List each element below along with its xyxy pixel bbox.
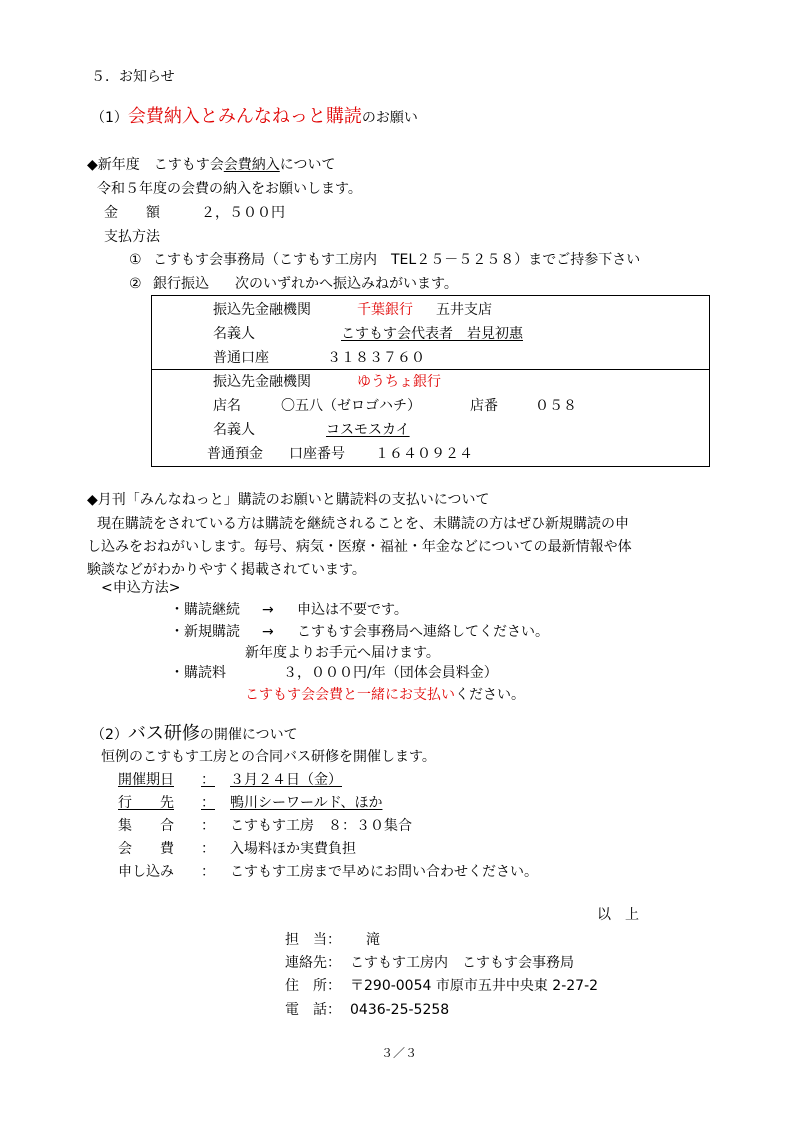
trip-row-date-label: 開催期日 — [118, 772, 174, 788]
contact-person: 滝 — [366, 932, 380, 948]
contact-address: 〒290-0054 市原市五井中央東 2-27-2 — [350, 978, 599, 994]
trip-row-date-value: ３月２４日（金） — [230, 772, 342, 788]
trip-row-meet-label: 集 合 — [118, 818, 174, 834]
bank2-store-label: 店名 — [213, 398, 241, 414]
closing-text: 以 上 — [597, 907, 639, 923]
apply-row1-arrow: → — [262, 602, 274, 618]
contact-address-label: 住 所： — [285, 978, 341, 994]
bank2-store-no-label: 店番 — [470, 398, 498, 414]
trip-row-apply-label: 申し込み — [118, 864, 174, 880]
trip-row-apply-sep: ： — [201, 864, 215, 880]
item1-heading — [91, 108, 418, 126]
bank2-inst-label: 振込先金融機関 — [213, 374, 311, 390]
trip-row-meet-value: こすもす工房 ８：３０集合 — [230, 818, 412, 834]
page-number: ３／３ — [381, 1046, 418, 1060]
apply-row2-note: 新年度よりお手元へ届けます。 — [245, 645, 440, 661]
fee-value: ２，５００円 — [201, 205, 285, 221]
item2-intro: 恒例のこすもす工房との合同バス研修を開催します。 — [101, 749, 436, 765]
section-title: ５．お知らせ — [91, 69, 175, 85]
contact-phone: 0436-25-5258 — [350, 1002, 450, 1018]
trip-row-dest-sep: ： — [201, 795, 215, 811]
apply-row3-note: こすもす会会費と一緒にお支払いください。 — [245, 687, 525, 703]
apply-row1-text: 申込は不要です。 — [297, 602, 408, 618]
contact-person-label: 担 当： — [285, 932, 341, 948]
bank1-holder-label: 名義人 — [213, 326, 255, 342]
magazine-paragraph-line3: 験談などがわかりやすく掲載されています。 — [87, 562, 366, 578]
bank1-branch: 五井支店 — [436, 302, 492, 318]
method2-text: 次のいずれかへ振込みねがいます。 — [235, 276, 458, 292]
trip-row-meet-sep: ： — [201, 818, 215, 834]
magazine-heading: ◆月刊「みんなねっと」購読のお願いと購読料の支払いについて — [87, 492, 490, 508]
bank2-account-label: 普通預金 — [207, 446, 263, 462]
bank2-holder-label: 名義人 — [213, 422, 255, 438]
magazine-paragraph-line1: 現在購読をされている方は購読を継続されることを、未購読の方はぜひ新規購読の申 — [97, 516, 629, 532]
trip-row-dest-label: 行 先 — [118, 795, 174, 811]
method1-text: こすもす会事務局（こすもす工房内 TEL２５－５２５８）までご持参下さい — [153, 252, 641, 268]
contact-office-label: 連絡先： — [285, 955, 341, 971]
bank2-inst-name: ゆうちょ銀行 — [357, 374, 441, 390]
fee-label: 金 額 — [104, 205, 160, 221]
contact-office: こすもす工房内 こすもす会事務局 — [350, 955, 574, 971]
trip-row-fee-sep: ： — [201, 841, 215, 857]
bank2-account-no: １６４０９２４ — [375, 446, 473, 462]
method2-number: ② — [129, 276, 142, 292]
bank1-inst-label: 振込先金融機関 — [213, 302, 311, 318]
apply-row3-label: ・購読料 — [170, 665, 226, 681]
fee-intro: 令和５年度の会費の納入をお願いします。 — [97, 181, 362, 197]
trip-row-dest-value: 鴨川シーワールド、ほか — [230, 795, 383, 811]
item1-title: 会費納入とみんなねっと購読 — [127, 106, 362, 127]
bank1-account-no: ３１８３７６０ — [327, 350, 425, 366]
item1-number: （1） — [91, 110, 128, 126]
bank2-store-name: 〇五八（ゼロゴハチ） — [281, 398, 421, 414]
bank2-account-no-label: 口座番号 — [289, 446, 345, 462]
item2-heading — [91, 725, 298, 743]
payment-label: 支払方法 — [104, 229, 160, 245]
item2-number: （2） — [91, 727, 128, 743]
bank1-account-label: 普通口座 — [213, 350, 269, 366]
item2-title-tail: の開催について — [199, 727, 298, 743]
trip-row-date-sep: ： — [201, 772, 215, 788]
apply-row2-text: こすもす会事務局へ連絡してください。 — [297, 624, 549, 640]
bank1-inst-name: 千葉銀行 — [357, 302, 413, 318]
item1-title-tail: のお願い — [361, 110, 418, 126]
contact-phone-label: 電 話： — [285, 1002, 341, 1018]
apply-row1-label: ・購読継続 — [170, 602, 240, 618]
item2-title: バス研修 — [127, 723, 200, 744]
apply-row2-label: ・新規購読 — [170, 624, 240, 640]
trip-row-apply-value: こすもす工房まで早めにお問い合わせください。 — [230, 864, 538, 880]
apply-row2-arrow: → — [262, 624, 274, 640]
method1-number: ① — [129, 252, 142, 268]
apply-row3-text: ３，０００円/年（団体会員料金） — [283, 665, 498, 681]
trip-row-fee-value: 入場料ほか実費負担 — [230, 841, 356, 857]
method2-label: 銀行振込 — [153, 276, 209, 292]
fee-subheading: ◆新年度 こすもす会会費納入について — [87, 157, 336, 173]
apply-method-label: <申込方法> — [101, 580, 181, 596]
trip-row-fee-label: 会 費 — [118, 841, 174, 857]
bank2-store-no: ０５８ — [535, 398, 577, 414]
magazine-paragraph-line2: し込みをおねがいします。毎号、病気・医療・福祉・年金などについての最新情報や体 — [87, 539, 632, 555]
bank1-holder: こすもす会代表者 岩見初惠 — [341, 326, 523, 342]
bank2-holder: コスモスカイ — [326, 422, 410, 438]
